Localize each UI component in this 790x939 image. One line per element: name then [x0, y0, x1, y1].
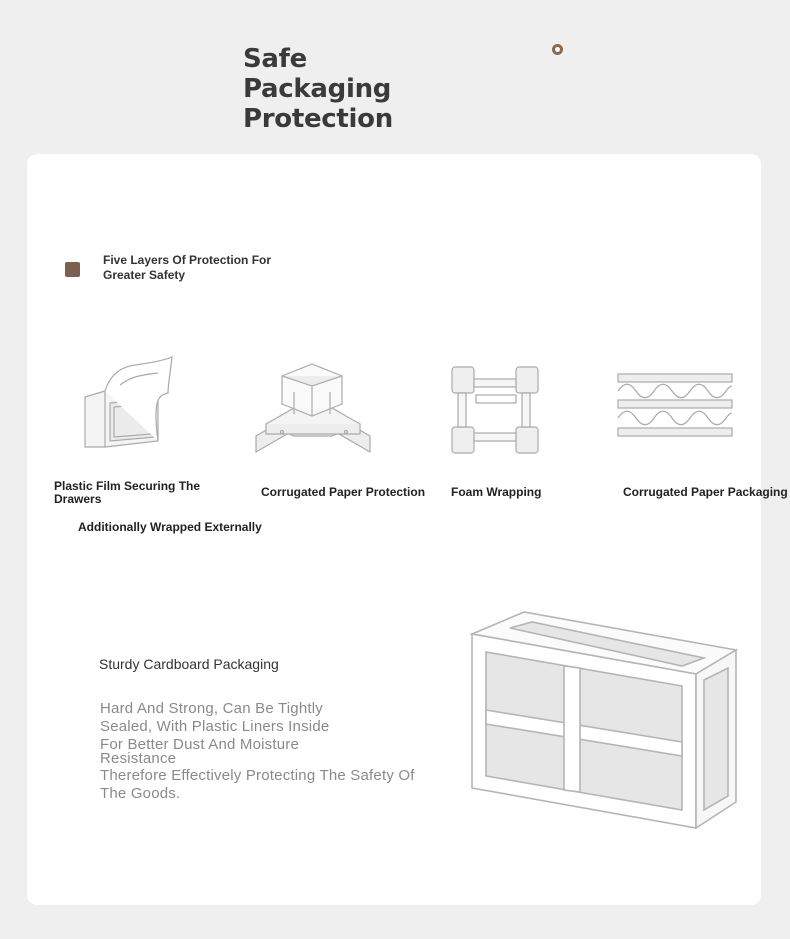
- section-heading: Five Layers Of Protection For Greater Safety: [103, 253, 272, 282]
- description-line: Resistance: [100, 749, 177, 767]
- cardboard-title: Sturdy Cardboard Packaging: [99, 656, 279, 672]
- decorative-ring-icon: [552, 44, 563, 55]
- foam-frame-icon: [450, 365, 540, 455]
- cardboard-box-icon: [468, 610, 740, 832]
- external-wrap-note: Additionally Wrapped Externally: [78, 520, 262, 534]
- description-line: Therefore Effectively Protecting The Safety Of: [100, 767, 415, 784]
- layer-label: Plastic Film Securing The Drawers: [54, 479, 201, 506]
- plastic-film-icon: [80, 355, 180, 455]
- corrugated-sheet-icon: [616, 372, 736, 440]
- accent-square-icon: [65, 262, 80, 277]
- page-title: Safe Packaging Protection: [243, 44, 393, 134]
- corner-protector-icon: [254, 362, 372, 457]
- description-line: The Goods.: [100, 784, 181, 802]
- cardboard-description: [100, 700, 435, 802]
- layer-label: Foam Wrapping: [451, 485, 542, 499]
- description-line: Sealed, With Plastic Liners Inside: [100, 717, 330, 735]
- description-line: For Better Dust And Moisture: [100, 736, 300, 753]
- layer-label: Corrugated Paper Protection: [261, 485, 426, 499]
- layer-label: Corrugated Paper Packaging: [623, 485, 788, 499]
- description-line: Hard And Strong, Can Be Tightly: [100, 700, 323, 717]
